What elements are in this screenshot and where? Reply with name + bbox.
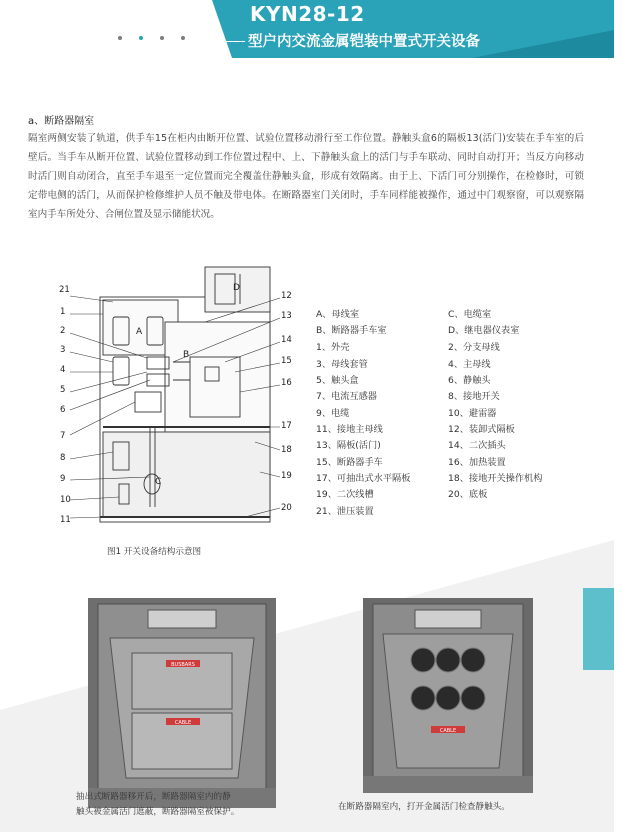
legend-item: 6、静触头 [448,375,491,386]
diagram-number: 19 [281,471,292,481]
diagram-number: 9 [60,474,66,484]
diagram-number: 5 [60,385,66,395]
legend-item: 9、电缆 [316,408,350,419]
legend-item: 21、泄压装置 [316,506,374,517]
busbars-label: BUSBARS [171,662,195,668]
cable-label: CABLE [174,720,192,726]
legend-item: 13、隔板(活门) [316,440,381,451]
legend-item: B、断路器手车室 [316,325,387,336]
cable-label: CABLE [439,728,457,734]
legend-item: 4、主母线 [448,359,491,370]
label-A: A [136,327,143,337]
diagram-number: 1 [60,307,66,317]
legend-item: 16、加热装置 [448,457,506,468]
diagram-number: 18 [281,445,292,455]
diagram-number: 4 [60,365,66,375]
legend-item: 20、底板 [448,489,488,500]
legend-item: C、电缆室 [448,309,492,320]
diagram-number: 21 [59,285,70,295]
breaker-compartment-photo-shutters [88,598,276,808]
legend-item: 1、外壳 [316,342,350,353]
title-dash [223,41,245,42]
diagram-number: 11 [60,515,71,525]
caption-line: 触头被金属活门遮蔽，断路器隔室被保护。 [76,807,240,817]
caption-line: 在断路器隔室内，打开金属活门检查静触头。 [338,802,510,812]
diagram-number: 2 [60,326,66,336]
diagram-number: 12 [281,291,292,301]
figure-caption: 图1 开关设备结构示意图 [107,547,202,557]
legend-item: 19、二次线槽 [316,489,374,500]
page-dot [181,36,185,40]
section-paragraph: 隔室两侧安装了轨道，供手车15在柜内由断开位置、试验位置移动滑行至工作位置。静触头盒6的隔板13(活门)安装在手车室的后壁后。当手车从断开位置、试验位置移动到工作位置过程中、上、下静触头盒上的活门与手车联动、同时自动打开；当反方向移动时活门则自动闭合，直至手车退至一定位置而完全覆盖住静触头盒，形成有效隔离。由于上、下活门可分别操作，在检修时，可锁定带电侧的活门，从而保护检修维护人员不触及带电体。在断路器室门关闭时，手车同样能被操作，通过中门观察窗，可以观察隔室内手车所处分、合闸位置及显示储能状况。 [28,133,584,220]
page-dot [160,36,164,40]
diagram-number: 7 [60,431,66,441]
product-model: KYN28-12 [250,2,365,26]
diagram-number: 3 [60,345,66,355]
diagram-number: 8 [60,453,66,463]
product-title: 型户内交流金属铠装中置式开关设备 [248,34,480,50]
legend-item: 2、分支母线 [448,342,500,353]
diagram-number: 13 [281,311,292,321]
legend-item: 7、电流互感器 [316,391,377,402]
page-dot [118,36,122,40]
legend-item: D、继电器仪表室 [448,325,520,336]
label-D: D [233,283,240,293]
legend-item: 11、接地主母线 [316,424,383,435]
legend-item: 17、可抽出式水平隔板 [316,473,411,484]
photo-caption-2 [338,800,578,815]
diagram-number: 14 [281,335,292,345]
diagram-number: 10 [60,495,71,505]
legend-item: 18、接地开关操作机构 [448,473,543,484]
page-dot-active [139,36,143,40]
legend-item: 14、二次插头 [448,440,506,451]
diagram-number: 17 [281,421,292,431]
side-tab-label: 高压开关设备 [611,594,622,654]
breaker-compartment-photo-contacts [363,598,533,793]
legend-item: 3、母线套管 [316,359,368,370]
legend-item: 8、接地开关 [448,391,500,402]
legend-item: 10、避雷器 [448,408,497,419]
diagram-number: 16 [281,378,292,388]
legend-item: 12、装卸式隔板 [448,424,515,435]
legend-item: A、母线室 [316,309,360,320]
diagram-number: 20 [281,503,292,513]
category-side-tab [583,588,622,670]
diagram-number: 6 [60,405,66,415]
label-C: C [155,477,162,487]
label-B: B [183,350,190,360]
legend-item: 5、触头盒 [316,375,359,386]
photo-caption-1 [76,790,291,820]
caption-line: 抽出式断路器移开后，断路器隔室内的静 [76,792,231,802]
section-heading: a、断路器隔室 [28,116,95,127]
legend-item: 15、断路器手车 [316,457,383,468]
page-dots [118,36,185,40]
switchgear-structure-diagram [55,262,295,532]
diagram-number: 15 [281,356,292,366]
